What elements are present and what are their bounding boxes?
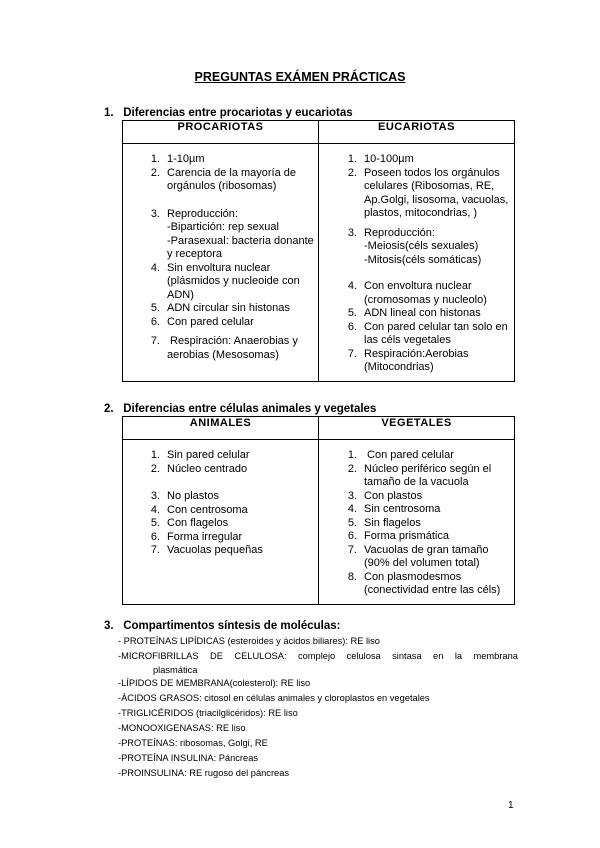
item-line: Ap.Golgi, lisosoma, vacuolas, <box>364 193 509 206</box>
item-text <box>364 530 506 544</box>
item-line: tamaño de la vacuola <box>364 476 469 488</box>
list-item <box>141 504 310 518</box>
item-text <box>364 167 508 221</box>
list-item: -LÍPIDOS DE MEMBRANA(colesterol): RE liso <box>118 678 311 688</box>
item-number: 2. <box>347 166 357 179</box>
list-item <box>141 531 310 545</box>
item-line: (conectividad entre las céls) <box>364 584 501 596</box>
section-title: Diferencias entre procariotas y eucariotas <box>123 107 353 119</box>
item-number: 3. <box>347 226 357 239</box>
item-number: 7. <box>150 544 160 556</box>
item-text <box>167 316 310 330</box>
item-number: 5. <box>347 516 357 529</box>
item-text <box>364 348 506 375</box>
item-text <box>167 517 310 531</box>
item-line: (90% del volumen total) <box>364 557 480 569</box>
item-line: Con flagelos <box>167 517 229 529</box>
word: en <box>433 651 444 661</box>
item-line: (cromosomas y nucleolo) <box>364 293 487 306</box>
word: la <box>454 651 463 661</box>
item-text <box>167 449 310 463</box>
item-line: Con pared celular tan solo en <box>364 320 508 333</box>
column-header: PROCARIOTAS <box>123 121 319 144</box>
list-item: -ÁCIDOS GRASOS: citosol en células animales y cloroplastos en vegetales <box>118 693 430 703</box>
item-line: aerobias (Mesosomas) <box>167 348 279 361</box>
list-item: -PROINSULINA: RE rugoso del páncreas <box>118 768 290 778</box>
item-line: orgánulos (ribosomas) <box>167 180 277 192</box>
section-number: 2. <box>104 403 114 415</box>
item-line: Forma irregular <box>167 530 243 543</box>
item-line: y receptora <box>167 248 223 260</box>
item-line: Respiración:Aerobias <box>364 347 469 360</box>
list-item <box>141 335 310 362</box>
item-number: 2. <box>347 462 357 475</box>
item-text <box>167 504 310 518</box>
item-text <box>167 167 310 194</box>
section-number: 3. <box>104 620 114 632</box>
item-line: Carencia de la mayoría de <box>167 166 297 179</box>
list <box>338 153 509 375</box>
section-3-heading <box>104 620 341 632</box>
item-line: ADN lineal con histonas <box>364 307 481 319</box>
item-number: 2. <box>150 166 160 179</box>
item-line: (Mitocondrias) <box>364 361 434 373</box>
list-item <box>141 490 310 504</box>
item-number: 7. <box>150 335 160 347</box>
item-number: 5. <box>150 517 160 529</box>
item-line: Reproducción: <box>167 207 238 220</box>
item-number: 1. <box>347 449 357 461</box>
item-line: Con pared celular <box>364 449 454 461</box>
list <box>338 449 506 598</box>
item-line: ADN) <box>167 288 194 301</box>
item-line: -Parasexual: bacteria donante <box>167 234 314 247</box>
item-text <box>167 335 310 362</box>
section-title: Compartimentos síntesis de moléculas: <box>123 620 341 632</box>
list-item: -PROTEÍNAS: ribosomas, Golgi, RE <box>118 738 268 748</box>
list-item <box>338 530 506 544</box>
list-item: -TRIGLICÉRIDOS (triacilglicéridos): RE liso <box>118 708 298 718</box>
list-item <box>338 348 506 375</box>
list <box>141 153 314 362</box>
item-number: 3. <box>347 489 357 502</box>
list-item <box>338 490 506 504</box>
word: -MICROFIBRILLAS <box>118 651 199 661</box>
item-line: Sin centrosoma <box>364 503 441 515</box>
item-number: 8. <box>347 570 357 583</box>
item-text <box>364 571 506 598</box>
item-line: celulares (Ribosomas, RE, <box>364 180 495 192</box>
item-number: 5. <box>347 307 357 319</box>
list-item <box>141 463 310 477</box>
list-item <box>338 153 506 167</box>
list-item: - PROTEÍNAS LIPÍDICAS (esteroides y ácidos biliares): RE liso <box>118 636 380 646</box>
item-line: -Meiosis(céls sexuales) <box>364 240 479 252</box>
item-line: Con envoltura nuclear <box>364 280 472 292</box>
item-line: Vacuolas de gran tamaño <box>364 543 489 556</box>
item-line: Sin pared celular <box>167 449 250 461</box>
item-text <box>364 463 506 490</box>
table-procariotas-eucariotas <box>122 120 515 382</box>
item-number: 1. <box>347 153 357 165</box>
item-line: Núcleo centrado <box>167 462 248 475</box>
list-item <box>141 316 310 330</box>
column-header: EUCARIOTAS <box>319 121 515 144</box>
page-title: PREGUNTAS EXÁMEN PRÁCTICAS <box>194 70 406 84</box>
section-number: 1. <box>104 107 114 119</box>
section-1-heading <box>104 107 353 119</box>
item-number: 4. <box>347 503 357 515</box>
item-text <box>364 280 506 307</box>
item-number: 4. <box>150 261 160 274</box>
item-text <box>364 321 508 348</box>
list-item <box>141 167 310 194</box>
item-line: Reproducción: <box>364 226 435 239</box>
item-line: las céls vegetales <box>364 334 451 346</box>
item-line: (plásmidos y nucleoide con <box>167 275 300 287</box>
word: CELULOSA: <box>234 651 287 661</box>
item-number: 7. <box>347 543 357 556</box>
list-item: -PROTEÍNA INSULINA: Páncreas <box>118 753 259 763</box>
column-header: ANIMALES <box>123 417 319 440</box>
item-line: 1-10µm <box>167 153 205 165</box>
item-line: Con pared celular <box>167 315 254 328</box>
item-text <box>364 490 506 504</box>
item-text <box>364 544 506 571</box>
item-number: 7. <box>347 347 357 360</box>
item-text <box>364 153 506 167</box>
item-number: 4. <box>150 503 160 516</box>
item-line: Con plastos <box>364 489 423 502</box>
item-text <box>364 307 506 321</box>
word: celulosa <box>346 651 381 661</box>
item-line: Forma prismática <box>364 530 449 542</box>
item-number: 1. <box>150 153 160 165</box>
item-text <box>364 503 506 517</box>
item-text <box>167 544 310 558</box>
item-number: 2. <box>150 462 160 475</box>
list-item <box>338 166 509 221</box>
list-item <box>141 517 310 531</box>
list-item <box>338 571 506 598</box>
list-item <box>118 649 518 664</box>
item-line: Vacuolas pequeñas <box>167 544 263 556</box>
list-item <box>141 207 314 262</box>
cell-right <box>319 144 515 382</box>
item-number: 1. <box>150 449 160 461</box>
item-line: Poseen todos los orgánulos <box>364 166 500 179</box>
table-animales-vegetales <box>122 416 515 605</box>
item-number: 6. <box>347 320 357 333</box>
item-number: 6. <box>150 315 160 328</box>
item-text <box>167 531 310 545</box>
cell-left <box>123 440 319 605</box>
item-text <box>167 490 310 504</box>
list-item <box>338 503 506 517</box>
word: DE <box>210 651 223 661</box>
item-line: 10-100µm <box>364 153 414 165</box>
item-text <box>364 517 506 531</box>
list-item <box>141 302 310 316</box>
item-line: -Mitosis(céls somáticas) <box>364 253 482 266</box>
list <box>141 449 310 558</box>
word: complejo <box>297 651 336 661</box>
list-item <box>141 544 310 558</box>
item-text <box>167 208 314 262</box>
item-line: Respiración: Anaerobias y <box>167 335 298 347</box>
item-line: -Bipartición: rep sexual <box>167 221 279 233</box>
list-item <box>338 227 506 268</box>
list-item <box>338 449 506 463</box>
column-header: VEGETALES <box>319 417 515 440</box>
item-line: plastos, mitocondrias, ) <box>364 207 478 219</box>
section-2-heading <box>104 403 376 415</box>
item-text <box>364 227 506 268</box>
item-text <box>167 153 310 167</box>
item-text <box>167 463 310 477</box>
list-item <box>338 307 506 321</box>
list-item <box>141 262 310 303</box>
item-text <box>364 449 506 463</box>
item-number: 6. <box>150 530 160 543</box>
cell-right <box>319 440 515 605</box>
item-line: Sin flagelos <box>364 516 421 529</box>
item-line: No plastos <box>167 490 219 502</box>
list-item <box>338 280 506 307</box>
item-line: Sin envoltura nuclear <box>167 261 271 274</box>
item-number: 3. <box>150 490 160 502</box>
list-item <box>141 449 310 463</box>
molecule-list <box>118 634 518 781</box>
item-line: Núcleo periférico según el <box>364 462 492 475</box>
item-text <box>167 262 310 303</box>
item-number: 3. <box>150 207 160 220</box>
cell-left <box>123 144 319 382</box>
item-number: 5. <box>150 302 160 314</box>
list-item-continuation: plasmática <box>153 665 198 675</box>
list-item <box>338 544 506 571</box>
list-item: -MONOOXIGENASAS: RE liso <box>118 723 246 733</box>
list-item <box>338 321 506 348</box>
word: membrana <box>473 651 518 661</box>
item-line: Con plasmodesmos <box>364 570 462 583</box>
page-number: 1 <box>508 800 514 811</box>
item-line: Con centrosoma <box>167 503 248 516</box>
section-title: Diferencias entre células animales y vegetales <box>123 403 377 415</box>
list-item <box>338 463 506 490</box>
item-number: 4. <box>347 280 357 292</box>
word: sintasa <box>392 651 422 661</box>
item-text <box>167 302 310 316</box>
list-item <box>141 153 310 167</box>
list-item <box>338 517 506 531</box>
item-number: 6. <box>347 530 357 542</box>
item-line: ADN circular sin histonas <box>167 302 290 314</box>
